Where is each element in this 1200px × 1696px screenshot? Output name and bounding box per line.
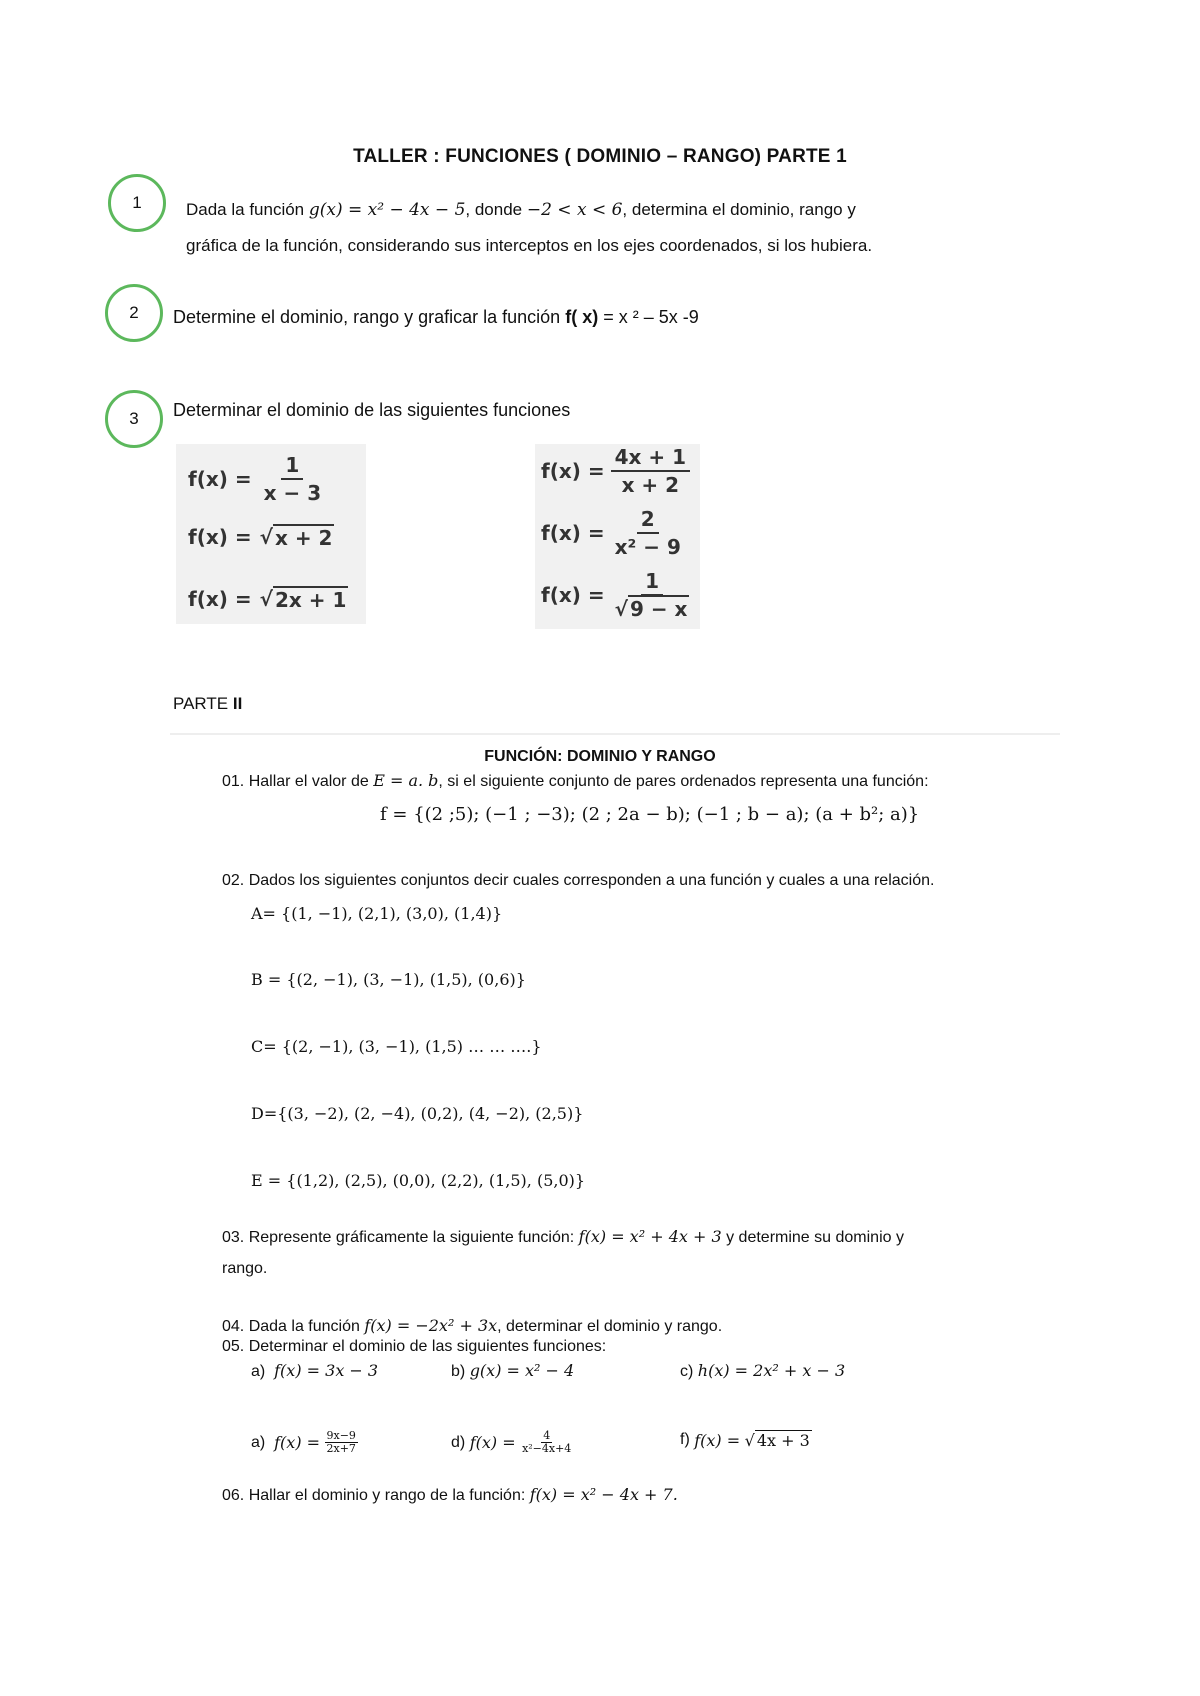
question-number: 2 — [129, 303, 139, 322]
function-f4 — [541, 446, 690, 496]
question-05-text: 05. Determinar el dominio de las siguientes funciones: — [222, 1338, 607, 1355]
denominator: x²−4x+4 — [522, 1442, 572, 1456]
section-heading: FUNCIÓN: DOMINIO Y RANGO — [484, 748, 716, 765]
function-lhs: f(x) = — [188, 525, 252, 549]
question-number: 3 — [129, 409, 139, 428]
set-b — [251, 970, 526, 990]
question-05-item-d — [451, 1430, 573, 1455]
text: Dada la función — [186, 200, 309, 219]
math-expression: f(x) = x² − 4x + 7. — [529, 1485, 678, 1504]
item-label: d) — [451, 1433, 466, 1451]
text: 04. Dada la función — [222, 1318, 365, 1335]
function-f6 — [541, 570, 693, 620]
scanned-functions-left — [176, 444, 366, 624]
function-name: f( x) — [565, 307, 599, 327]
item-label: b) — [451, 1363, 466, 1380]
text: = x ² – 5x -9 — [598, 307, 699, 327]
question-2-text — [173, 307, 699, 328]
text: PARTE — [173, 694, 233, 713]
question-03-line-2: rango. — [222, 1260, 268, 1277]
question-05-item-a — [251, 1361, 378, 1381]
question-05-item-a2 — [251, 1430, 358, 1455]
fraction — [325, 1430, 358, 1455]
fraction — [520, 1430, 573, 1455]
function-lhs: f(x) = — [469, 1433, 516, 1453]
radicand: x + 2 — [274, 526, 333, 550]
question-05-item-b — [451, 1361, 574, 1381]
math-expression: g(x) = x² − 4x − 5 — [308, 200, 466, 220]
question-3-text: Determinar el dominio de las siguientes funciones — [173, 400, 571, 420]
math-expression: h(x) = 2x² + x − 3 — [697, 1361, 846, 1380]
text: , determinar el dominio y rango. — [497, 1318, 723, 1335]
denominator: 2x+7 — [326, 1442, 356, 1456]
numerator: 4 — [543, 1429, 551, 1442]
function-f1 — [188, 454, 325, 504]
math-expression: −2 < x < 6 — [526, 200, 623, 220]
fraction — [611, 446, 690, 496]
text: y determine su dominio y — [721, 1229, 904, 1246]
question-05-item-c — [680, 1361, 845, 1381]
denominator: x − 3 — [263, 481, 322, 505]
numerator: 1 — [641, 570, 663, 596]
text: 03. Represente gráficamente la siguiente función: — [222, 1229, 579, 1246]
text: 06. Hallar el dominio y rango de la función: — [222, 1487, 530, 1504]
radicand: 4x + 3 — [756, 1431, 810, 1450]
function-lhs: f(x) = — [541, 521, 605, 545]
part-2-label — [173, 694, 242, 714]
divider — [170, 733, 1060, 735]
item-label: a) — [251, 1433, 266, 1451]
text: , determina el dominio, rango y — [622, 200, 856, 219]
function-f2 — [188, 524, 334, 550]
question-01-set — [380, 804, 919, 825]
text: II — [232, 694, 243, 713]
function-lhs: f(x) = — [188, 587, 252, 611]
numerator: 9x−9 — [326, 1429, 356, 1442]
denominator: x² − 9 — [614, 535, 681, 559]
denominator: x + 2 — [621, 473, 680, 497]
question-number-circle-3 — [105, 390, 163, 448]
math-expression: g(x) = x² − 4 — [469, 1361, 575, 1380]
question-number: 1 — [132, 193, 142, 212]
question-1-line-1 — [186, 200, 856, 220]
page-title: TALLER : FUNCIONES ( DOMINIO – RANGO) PARTE 1 — [353, 146, 847, 167]
math-expression: B = {(2, −1), (3, −1), (1,5), (0,6)} — [251, 970, 526, 989]
function-lhs: f(x) = — [541, 583, 605, 607]
function-lhs: f(x) = — [188, 467, 252, 491]
text: , donde — [465, 200, 527, 219]
text: 01. Hallar el valor de — [222, 773, 374, 790]
math-expression: D={(3, −2), (2, −4), (0,2), (4, −2), (2,5)} — [251, 1104, 584, 1123]
sqrt-icon: √ — [259, 587, 273, 611]
question-number-circle-2 — [105, 284, 163, 342]
sqrt-icon: √ — [614, 597, 628, 621]
math-expression: A= {(1, −1), (2,1), (3,0), (1,4)} — [251, 904, 503, 923]
set-c — [251, 1037, 542, 1057]
sqrt-icon: √ — [259, 525, 273, 549]
function-f3 — [188, 586, 348, 612]
set-e — [251, 1171, 585, 1191]
question-number-circle-1 — [108, 174, 166, 232]
question-02-text: 02. Dados los siguientes conjuntos decir cuales corresponden a una función y cuales a una relación. — [222, 872, 935, 889]
math-expression: f(x) = −2x² + 3x — [364, 1316, 498, 1335]
function-lhs: f(x) = — [274, 1433, 321, 1453]
text: Determine el dominio, rango y graficar la función — [173, 307, 566, 327]
radicand: 9 − x — [629, 597, 688, 621]
fraction — [611, 508, 685, 558]
fraction — [611, 570, 694, 620]
scanned-functions-right — [535, 444, 700, 629]
radicand: 2x + 1 — [274, 588, 347, 612]
sqrt-icon: √ — [744, 1430, 755, 1450]
function-lhs: f(x) = — [541, 459, 605, 483]
question-01-line-1 — [222, 771, 929, 791]
set-a — [251, 904, 502, 924]
denominator — [611, 596, 694, 620]
math-expression: f = {(2 ;5); (−1 ; −3); (2 ; 2a − b); (−1 ; b − a); (a + b²; a)} — [380, 804, 920, 825]
question-05-item-f — [680, 1430, 812, 1450]
item-label: f) — [680, 1431, 690, 1448]
math-expression: C= {(2, −1), (3, −1), (1,5) … … ….} — [251, 1037, 542, 1056]
math-expression: f(x) = x² + 4x + 3 — [578, 1227, 722, 1246]
set-d — [251, 1104, 583, 1124]
question-1-line-2: gráfica de la función, considerando sus interceptos en los ejes coordenados, si los hubiera. — [186, 236, 873, 255]
numerator: 2 — [637, 508, 659, 534]
function-f5 — [541, 508, 685, 558]
numerator: 1 — [281, 454, 303, 480]
text: , si el siguiente conjunto de pares ordenados representa una función: — [438, 773, 929, 790]
math-expression: E = {(1,2), (2,5), (0,0), (2,2), (1,5), (5,0)} — [251, 1171, 586, 1190]
numerator: 4x + 1 — [611, 446, 690, 472]
math-expression: E = a. b — [373, 771, 439, 790]
question-04-text — [222, 1316, 722, 1336]
item-label: a) — [251, 1363, 266, 1380]
fraction — [260, 454, 326, 504]
question-03-line-1 — [222, 1227, 904, 1247]
question-06-text — [222, 1485, 678, 1505]
function-lhs: f(x) = — [694, 1430, 741, 1450]
item-label: c) — [680, 1363, 694, 1380]
math-expression: f(x) = 3x − 3 — [274, 1361, 379, 1380]
